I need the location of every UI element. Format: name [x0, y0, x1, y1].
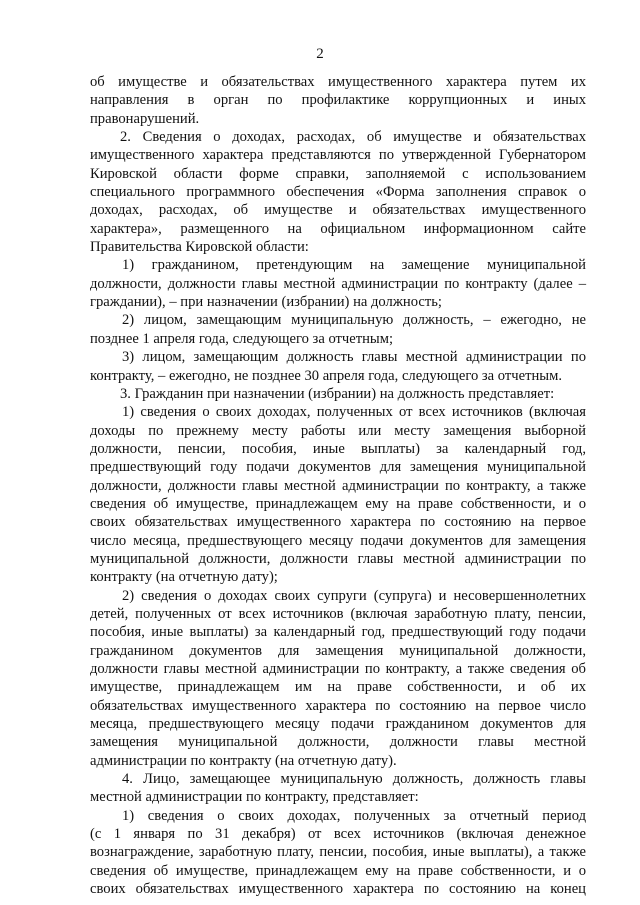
text-line: должности, пенсии, пособия, иные выплаты) за календарный год,: [90, 440, 586, 457]
text-line: имущественного характера представляются по утвержденной Губернатором: [90, 147, 586, 164]
text-line: Правительства Кировской области:: [90, 239, 309, 256]
text-line: 1) гражданином, претендующим на замещение муниципальной: [122, 257, 586, 274]
text-line: детей, полученных от всех источников (включая заработную плату, пенсии,: [90, 605, 586, 622]
text-line: имуществе, принадлежащем им на праве собственности, и об их: [90, 679, 586, 696]
text-line: 3. Гражданин при назначении (избрании) на должность представляет:: [120, 385, 555, 402]
text-line: 2) лицом, замещающим муниципальную должность, – ежегодно, не: [122, 312, 586, 329]
text-line: 1) сведения о своих доходах, полученных от всех источников (включая: [122, 404, 586, 421]
text-line: контракту, – ежегодно, не позднее 30 апреля года, следующего за отчетным.: [90, 367, 562, 384]
text-line: местной администрации по контракту, представляет:: [90, 789, 419, 806]
text-line: замещения муниципальной должности, должности главы местной: [90, 734, 586, 751]
text-line: характера», размещенного на официальном информационном сайте: [90, 220, 586, 237]
text-line: об имуществе и обязательствах имущественного характера путем их: [90, 74, 586, 90]
text-line: направления в орган по профилактике коррупционных и иных: [90, 92, 586, 109]
text-line: доходах, расходах, об имуществе и обязательствах имущественного: [90, 202, 586, 219]
text-line: позднее 1 апреля года, следующего за отчетным;: [90, 330, 394, 347]
text-line: муниципальной должности, должности главы местной администрации по: [90, 550, 586, 567]
text-line: вознаграждение, заработную плату, пенсии, пособия, иные выплаты), а также: [90, 844, 586, 861]
text-line: обязательствах имущественного характера по состоянию на первое число: [90, 697, 586, 714]
text-line: должности, должности главы местной администрации по контракту, а также: [90, 477, 586, 494]
text-line: доходы по прежнему месту работы или месту замещения выборной: [90, 422, 586, 439]
text-line: 2. Сведения о доходах, расходах, об имуществе и обязательствах: [120, 129, 586, 146]
text-line: Кировской области форме справки, заполняемой с использованием: [90, 165, 586, 182]
text-line: число месяца, предшествующего месяцу подачи документов для замещения: [90, 532, 586, 549]
text-line: предшествующий году подачи документов для замещения муниципальной: [90, 459, 586, 476]
text-line: своих обязательствах имущественного характера по состоянию на первое: [90, 514, 586, 531]
text-line: 1) сведения о своих доходах, полученных за отчетный период: [122, 807, 586, 824]
document-body: [90, 73, 586, 898]
text-line: (с 1 января по 31 декабря) от всех источников (включая денежное: [90, 826, 586, 843]
text-line: правонарушений.: [90, 110, 200, 127]
text-line: пособия, иные выплаты) за календарный год, предшествующий году подачи: [90, 624, 586, 641]
text-line: 4. Лицо, замещающее муниципальную должность, должность главы: [122, 771, 586, 788]
text-line: месяца, предшествующего месяцу подачи гражданином документов для: [90, 716, 586, 733]
text-line: своих обязательствах имущественного характера по состоянию на конец: [90, 881, 586, 898]
text-line: специального программного обеспечения «Форма заполнения справок о: [90, 184, 586, 201]
text-line: контракту (на отчетную дату);: [90, 569, 278, 586]
text-line: граждании), – при назначении (избрании) на должность;: [90, 294, 442, 311]
page-number: 2: [316, 46, 324, 62]
text-line: 3) лицом, замещающим должность главы местной администрации по: [122, 349, 586, 366]
text-line: сведения об имуществе, принадлежащем ему на праве собственности, и о: [90, 862, 586, 879]
text-line: гражданином документов для замещения муниципальной должности,: [90, 642, 586, 659]
text-line: сведения об имуществе, принадлежащем ему на праве собственности, и о: [90, 495, 586, 512]
text-line: 2) сведения о доходах своих супруги (супруга) и несовершеннолетних: [122, 587, 586, 604]
text-line: должности главы местной администрации по контракту, а также сведения об: [90, 661, 586, 677]
text-line: администрации по контракту (на отчетную дату).: [90, 752, 397, 769]
text-line: должности, должности главы местной администрации по контракту (далее –: [90, 275, 586, 292]
